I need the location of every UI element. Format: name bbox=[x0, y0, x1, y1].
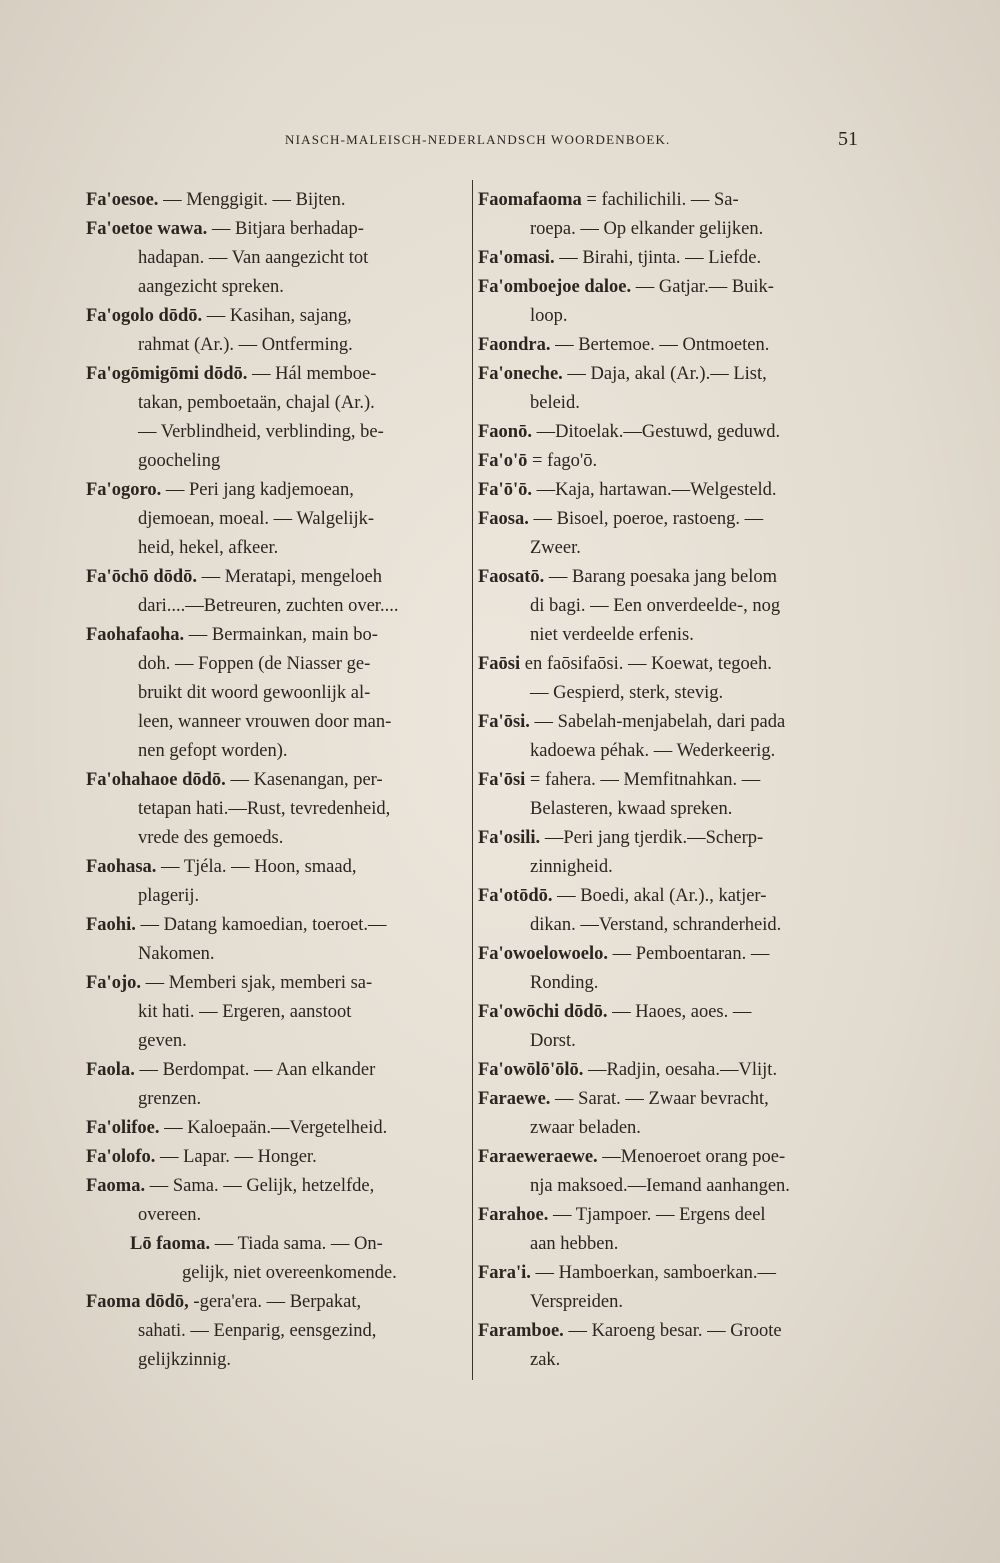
entry-continuation: Nakomen. bbox=[138, 944, 215, 964]
entry-headword: Fa'ōchō dōdō. bbox=[86, 567, 198, 587]
entry-headword: Faonō. bbox=[478, 422, 532, 442]
entry-continuation: sahati. — Eenparig, eensgezind, bbox=[138, 1321, 377, 1341]
entry-definition: — Menggigit. — Bijten. bbox=[163, 190, 346, 210]
entry-definition: — Meratapi, mengeloeh bbox=[201, 567, 382, 587]
entry-definition: — Kasihan, sajang, bbox=[206, 306, 352, 326]
dictionary-entry bbox=[478, 331, 862, 360]
dictionary-entry bbox=[478, 418, 862, 447]
entry-headword: Fa'omasi. bbox=[478, 248, 555, 268]
entry-continuation: overeen. bbox=[138, 1205, 202, 1225]
entry-continuation: gelijkzinnig. bbox=[138, 1350, 231, 1370]
entry-headword: Fara'i. bbox=[478, 1263, 531, 1283]
entry-continuation: djemoean, moeal. — Walgelijk- bbox=[138, 509, 375, 529]
entry-continuation: plagerij. bbox=[138, 886, 200, 906]
dictionary-entry bbox=[478, 447, 862, 476]
column-divider bbox=[472, 180, 473, 1380]
dictionary-entry bbox=[478, 1259, 862, 1317]
dictionary-entry bbox=[478, 940, 862, 998]
entry-definition: — Sama. — Gelijk, hetzelfde, bbox=[149, 1176, 375, 1196]
entry-headword: Faraeweraewe. bbox=[478, 1147, 598, 1167]
entry-continuation: di bagi. — Een onverdeelde-, nog bbox=[530, 596, 781, 616]
entry-definition: —Ditoelak.—Gestuwd, geduwd. bbox=[536, 422, 781, 442]
entry-continuation: dikan. —Verstand, schranderheid. bbox=[530, 915, 782, 935]
entry-definition: — Lapar. — Honger. bbox=[160, 1147, 317, 1167]
entry-definition: — Datang kamoedian, toeroet.— bbox=[140, 915, 387, 935]
entry-headword: Faohi. bbox=[86, 915, 136, 935]
entry-headword: Faōsi bbox=[478, 654, 521, 674]
entry-continuation: zwaar beladen. bbox=[530, 1118, 641, 1138]
entry-continuation: dari....—Betreuren, zuchten over.... bbox=[138, 596, 399, 616]
entry-continuation: takan, pemboetaän, chajal (Ar.). bbox=[138, 393, 375, 413]
entry-headword: Faondra. bbox=[478, 335, 551, 355]
entry-headword: Fa'owoelowoelo. bbox=[478, 944, 608, 964]
dictionary-entry bbox=[86, 1172, 470, 1230]
entry-definition: — Pemboentaran. — bbox=[612, 944, 770, 964]
entry-definition: — Berdompat. — Aan elkander bbox=[139, 1060, 376, 1080]
entry-definition: — Boedi, akal (Ar.)., katjer- bbox=[557, 886, 767, 906]
entry-continuation: geven. bbox=[138, 1031, 187, 1051]
dictionary-entry bbox=[86, 1056, 470, 1114]
entry-definition: — Sabelah-menjabelah, dari pada bbox=[534, 712, 786, 732]
dictionary-entry bbox=[86, 766, 470, 853]
entry-definition: — Bitjara berhadap- bbox=[211, 219, 364, 239]
entry-continuation: kit hati. — Ergeren, aanstoot bbox=[138, 1002, 352, 1022]
entry-headword: Fa'osili. bbox=[478, 828, 541, 848]
entry-headword: Fa'ojo. bbox=[86, 973, 141, 993]
entry-headword: Fa'otōdō. bbox=[478, 886, 553, 906]
dictionary-entry bbox=[86, 621, 470, 766]
entry-continuation: — Gespierd, sterk, stevig. bbox=[530, 683, 724, 703]
entry-headword: Fa'oneche. bbox=[478, 364, 563, 384]
entry-continuation: aan hebben. bbox=[530, 1234, 619, 1254]
page-header bbox=[0, 128, 1000, 156]
entry-definition: —Radjin, oesaha.—Vlijt. bbox=[587, 1060, 778, 1080]
entry-definition: — Bisoel, poeroe, rastoeng. — bbox=[533, 509, 764, 529]
entry-headword: Fa'o'ō bbox=[478, 451, 528, 471]
dictionary-entry bbox=[478, 1056, 862, 1085]
entry-continuation: bruikt dit woord gewoonlijk al- bbox=[138, 683, 371, 703]
entry-headword: Faohasa. bbox=[86, 857, 157, 877]
entry-continuation: Ronding. bbox=[530, 973, 599, 993]
entry-definition: — Sarat. — Zwaar bevracht, bbox=[555, 1089, 769, 1109]
entry-definition: — Haoes, aoes. — bbox=[612, 1002, 752, 1022]
dictionary-entry bbox=[86, 302, 470, 360]
dictionary-entry bbox=[86, 563, 470, 621]
entry-continuation: nen gefopt worden). bbox=[138, 741, 288, 761]
entry-headword: Fa'olifoe. bbox=[86, 1118, 160, 1138]
right-column bbox=[478, 186, 862, 1375]
entry-continuation: Zweer. bbox=[530, 538, 581, 558]
entry-continuation: kadoewa péhak. — Wederkeerig. bbox=[530, 741, 776, 761]
entry-definition: — Kaloepaän.—Vergetelheid. bbox=[164, 1118, 388, 1138]
entry-definition: — Karoeng besar. — Groote bbox=[568, 1321, 782, 1341]
entry-headword: Fa'ogoro. bbox=[86, 480, 162, 500]
entry-headword: Farahoe. bbox=[478, 1205, 549, 1225]
entry-definition: —Menoeroet orang poe- bbox=[602, 1147, 786, 1167]
entry-headword: Fa'ogolo dōdō. bbox=[86, 306, 203, 326]
entry-definition: — Daja, akal (Ar.).— List, bbox=[567, 364, 767, 384]
running-title: NIASCH-MALEISCH-NEDERLANDSCH WOORDENBOEK. bbox=[285, 132, 671, 147]
dictionary-entry bbox=[86, 1143, 470, 1172]
entry-headword: Faramboe. bbox=[478, 1321, 564, 1341]
entry-definition: — Bermainkan, main bo- bbox=[188, 625, 378, 645]
entry-headword: Faomafaoma bbox=[478, 190, 582, 210]
entry-continuation: gelijk, niet overeenkomende. bbox=[182, 1263, 397, 1283]
entry-continuation: rahmat (Ar.). — Ontferming. bbox=[138, 335, 353, 355]
dictionary-entry bbox=[478, 766, 862, 824]
entry-headword: Fa'ō'ō. bbox=[478, 480, 532, 500]
dictionary-entry bbox=[478, 824, 862, 882]
entry-definition: — Tjampoer. — Ergens deel bbox=[553, 1205, 766, 1225]
entry-continuation: roepa. — Op elkander gelijken. bbox=[530, 219, 764, 239]
entry-definition: = fachilichili. — Sa- bbox=[586, 190, 739, 210]
entry-definition: — Hamboerkan, samboerkan.— bbox=[535, 1263, 776, 1283]
dictionary-entry bbox=[478, 186, 862, 244]
entry-headword: Faosa. bbox=[478, 509, 529, 529]
dictionary-entry bbox=[86, 360, 470, 476]
dictionary-entry bbox=[478, 708, 862, 766]
entry-definition: — Tiada sama. — On- bbox=[214, 1234, 383, 1254]
entry-headword: Fa'owōlō'ōlō. bbox=[478, 1060, 584, 1080]
entry-continuation: doh. — Foppen (de Niasser ge- bbox=[138, 654, 371, 674]
dictionary-entry bbox=[478, 1085, 862, 1143]
entry-continuation: Belasteren, kwaad spreken. bbox=[530, 799, 733, 819]
entry-headword: Fa'ogōmigōmi dōdō. bbox=[86, 364, 248, 384]
entry-continuation: aangezicht spreken. bbox=[138, 277, 284, 297]
dictionary-entry bbox=[478, 563, 862, 650]
dictionary-entry bbox=[478, 505, 862, 563]
entry-definition: — Bertemoe. — Ontmoeten. bbox=[555, 335, 770, 355]
dictionary-entry bbox=[86, 1288, 470, 1375]
entry-definition: -gera'era. — Berpakat, bbox=[193, 1292, 362, 1312]
dictionary-entry bbox=[478, 882, 862, 940]
entry-headword: Faola. bbox=[86, 1060, 135, 1080]
entry-definition: — Tjéla. — Hoon, smaad, bbox=[161, 857, 357, 877]
dictionary-entry bbox=[86, 186, 470, 215]
dictionary-entry bbox=[478, 1317, 862, 1375]
entry-continuation: vrede des gemoeds. bbox=[138, 828, 284, 848]
entry-headword: Lō faoma. bbox=[130, 1234, 211, 1254]
dictionary-entry bbox=[86, 911, 470, 969]
entry-headword: Faoma. bbox=[86, 1176, 146, 1196]
entry-headword: Fa'owōchi dōdō. bbox=[478, 1002, 608, 1022]
entry-definition: — Peri jang kadjemoean, bbox=[165, 480, 354, 500]
entry-definition: —Peri jang tjerdik.—Scherp- bbox=[544, 828, 764, 848]
page-number: 51 bbox=[838, 128, 858, 150]
entry-continuation: hadapan. — Van aangezicht tot bbox=[138, 248, 369, 268]
dictionary-entry bbox=[90, 1230, 470, 1288]
entry-continuation: niet verdeelde erfenis. bbox=[530, 625, 694, 645]
entry-headword: Faohafaoha. bbox=[86, 625, 185, 645]
entry-headword: Fa'ōsi bbox=[478, 770, 526, 790]
entry-continuation: zak. bbox=[530, 1350, 561, 1370]
entry-headword: Fa'omboejoe daloe. bbox=[478, 277, 632, 297]
entry-continuation: — Verblindheid, verblinding, be- bbox=[138, 422, 384, 442]
entry-continuation: beleid. bbox=[530, 393, 580, 413]
dictionary-entry bbox=[478, 1201, 862, 1259]
entry-definition: = fahera. — Memfitnahkan. — bbox=[529, 770, 761, 790]
left-column bbox=[86, 186, 470, 1375]
entry-definition: —Kaja, hartawan.—Welgesteld. bbox=[536, 480, 777, 500]
entry-continuation: Verspreiden. bbox=[530, 1292, 623, 1312]
entry-continuation: nja maksoed.—Iemand aanhangen. bbox=[530, 1176, 790, 1196]
entry-headword: Fa'ohahaoe dōdō. bbox=[86, 770, 226, 790]
entry-headword: Faraewe. bbox=[478, 1089, 551, 1109]
dictionary-entry bbox=[86, 1114, 470, 1143]
entry-definition: = fago'ō. bbox=[531, 451, 598, 471]
entry-headword: Faosatō. bbox=[478, 567, 545, 587]
entry-continuation: heid, hekel, afkeer. bbox=[138, 538, 279, 558]
dictionary-entry bbox=[478, 360, 862, 418]
entry-continuation: Dorst. bbox=[530, 1031, 576, 1051]
entry-definition: — Gatjar.— Buik- bbox=[635, 277, 774, 297]
dictionary-entry bbox=[86, 853, 470, 911]
dictionary-entry bbox=[478, 1143, 862, 1201]
entry-continuation: grenzen. bbox=[138, 1089, 202, 1109]
dictionary-entry bbox=[478, 273, 862, 331]
dictionary-entry bbox=[478, 650, 862, 708]
dictionary-entry bbox=[478, 476, 862, 505]
entry-definition: — Hál memboe- bbox=[252, 364, 377, 384]
entry-continuation: leen, wanneer vrouwen door man- bbox=[138, 712, 392, 732]
entry-definition: — Barang poesaka jang belom bbox=[548, 567, 778, 587]
entry-continuation: tetapan hati.—Rust, tevredenheid, bbox=[138, 799, 391, 819]
entry-headword: Fa'olofo. bbox=[86, 1147, 156, 1167]
dictionary-entry bbox=[478, 998, 862, 1056]
entry-headword: Fa'oesoe. bbox=[86, 190, 159, 210]
dictionary-entry bbox=[86, 476, 470, 563]
dictionary-entry bbox=[86, 969, 470, 1056]
entry-continuation: zinnigheid. bbox=[530, 857, 613, 877]
entry-definition: — Kasenangan, per- bbox=[230, 770, 383, 790]
entry-continuation: goocheling bbox=[138, 451, 221, 471]
entry-definition: en faōsifaōsi. — Koewat, tegoeh. bbox=[524, 654, 772, 674]
dictionary-entry bbox=[478, 244, 862, 273]
dictionary-entry bbox=[86, 215, 470, 302]
entry-headword: Fa'ōsi. bbox=[478, 712, 530, 732]
entry-headword: Fa'oetoe wawa. bbox=[86, 219, 208, 239]
entry-continuation: loop. bbox=[530, 306, 568, 326]
entry-definition: — Memberi sjak, memberi sa- bbox=[145, 973, 373, 993]
entry-definition: — Birahi, tjinta. — Liefde. bbox=[559, 248, 762, 268]
entry-headword: Faoma dōdō, bbox=[86, 1292, 189, 1312]
